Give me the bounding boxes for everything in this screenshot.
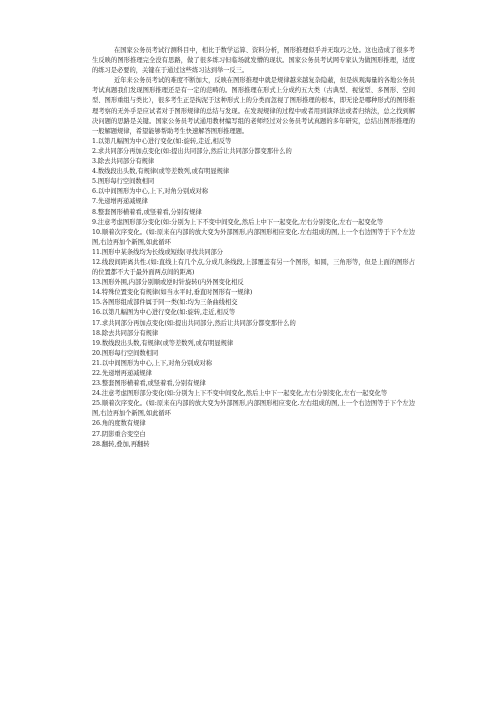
rule-item: 12.线段间距离共性.(如:直线上有几个点,分成几条线段,上部覆盖有另一个图形，如圆，三角形等，但是上面的图形占的位置都不大于最外面两点间的距离) — [92, 258, 415, 277]
rule-item: 16.以第几幅图为中心进行变化(如:旋转,走近,相反等 — [92, 309, 236, 317]
rule-item: 26.角的度数有规律 — [92, 420, 146, 428]
rule-item: 11.图形中某条线均为长线或短线(寻找共同部分 — [92, 248, 223, 256]
rule-item: 21.以中间图形为中心,上下,对角分别成对称 — [92, 359, 212, 367]
rule-item: 22.先递增再递减规律 — [92, 370, 152, 377]
rule-item: 25.顺着次序变化。(如:原来在内部的放大变为外部图形,内部图形相应变化.左右组成的图,上一个右边图等于下个左边图,右边再加个新图,如此循环 — [92, 400, 415, 418]
rule-item: 19.数线段出头数,有规律(或等差数列,或有明显规律 — [92, 339, 234, 347]
rule-item: 3.除去共同部分有规律 — [92, 158, 155, 166]
rule-item: 15.各图形组成部件属于同一类(如:均为三条曲线相交 — [92, 299, 238, 307]
rule-item: 17.求共同部分再加点变化(如:提出共同部分,然后让共同部分都变那什么的 — [92, 319, 296, 327]
rule-item: 8.整套图形横着看,或竖着看,分别有规律 — [92, 208, 202, 216]
rule-item: 24.注意考虑图形部分变化(如:分别为上下不变中间变化,然后上中下一起变化,左右分别变化,左右一起变化等 — [92, 390, 388, 398]
rule-item: 5.图形每行空间数相同 — [92, 178, 155, 186]
rule-item: 20.图形每行空间数相同 — [92, 349, 159, 357]
rule-item: 7.先递增再递减规律 — [92, 198, 148, 206]
rule-item: 23.整套图形横着看,或竖着看,分别有规律 — [92, 380, 206, 388]
article-body — [92, 46, 415, 450]
rule-item: 4.数线段出头数,有规律(或等差数列,或有明显规律 — [92, 168, 230, 176]
intro-paragraph: 在国家公务员考试行测科目中，相比于数学运算、资料分析，图形推理似乎并无取巧之处。这也造成了很多考生反映的图形推理完全没有思路，做了很多练习但临场就发懵的现状。国家公务员考试网专家认为做图形推理，适度的练习是必要的，关键在于通过这些练习达到举一反三。 — [92, 47, 415, 75]
rule-item: 6.以中间图形为中心,上下,对角分别成对称 — [92, 188, 209, 196]
rule-item: 14.特殊位置变化有规律(如当水平时,垂直时图形有一规律) — [92, 289, 253, 297]
intro-paragraph: 近年来公务员考试的难度不断加大，反映在图形推理中就是规律越来越复杂隐蔽，但是纵观海量的各地公务员考试真题我们发现图形推理还是有一定的范畴的。图形推理在形式上分成约五大类（古典型、视觉型、多图形、空间型、图形重组与类比），很多考生正是拘泥于这种形式上的分类而忽视了图形推理的根本，即无论是哪种形式的图形推理考察的无外乎是应试者对于图形规律的总结与发现。在发现规律的过程中或者用到演绎法或者归纳法，总之找到解决问题的思路是关键。国家公务员考试通用教材编写组的老师经过对公务员考试真题的多年研究，总结出图形推理的一般解题规律，希望能够帮助考生快速解答图形推理题。 — [92, 77, 415, 135]
rule-item: 1.以第几幅图为中心进行变化(如:旋转,走近,相反等 — [92, 137, 232, 145]
rule-item: 10.顺着次序变化。(如:原来在内部的放大变为外部图形,内部图形相应变化.左右组成的图,上一个右边图等于下个左边图,右边再加个新图,如此循环 — [92, 228, 415, 246]
rules-list — [92, 137, 415, 450]
rule-item: 9.注意考虑图形部分变化(如:分别为上下不变中间变化,然后上中下一起变化,左右分别变化,左右一起变化等 — [92, 218, 384, 226]
rule-item: 27.阴影重合变空白 — [92, 430, 146, 438]
rule-item: 18.除去共同部分有规律 — [92, 329, 159, 337]
rule-item: 13.图形外围,内部分别顺或逆时针旋转(内外图变化相反 — [92, 279, 244, 287]
rule-item: 28.翻转,叠加,再翻转 — [92, 440, 150, 448]
rule-item: 2.求共同部分再加点变化(如:提出共同部分,然后让共同部分都变那什么的 — [92, 147, 292, 155]
